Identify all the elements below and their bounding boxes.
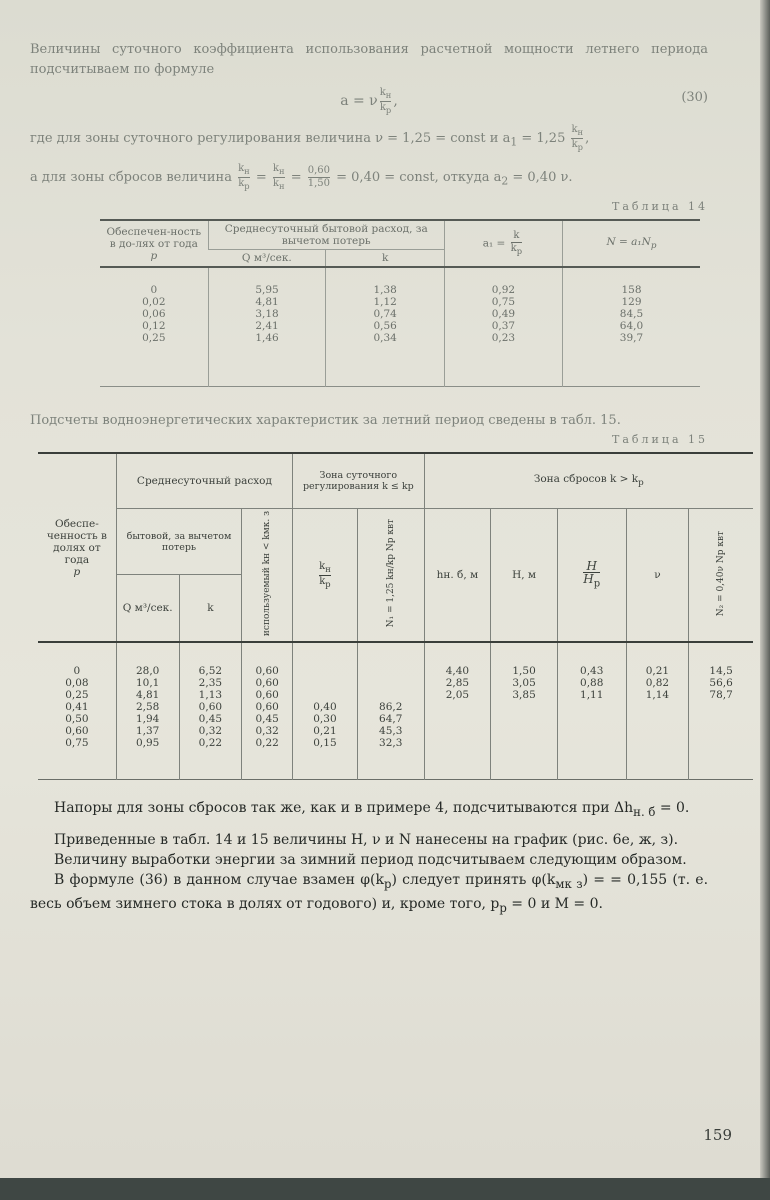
- fraction-denominator: k: [272, 178, 279, 189]
- col-h-values: 1,50 3,05 3,85: [491, 642, 558, 780]
- col-header-n1: [357, 509, 424, 643]
- subscript: н: [244, 166, 250, 176]
- fraction-numerator: k: [513, 230, 520, 241]
- col-header-nu: ν: [626, 509, 689, 643]
- col-nu-values: 0,21 0,82 1,14: [626, 642, 689, 780]
- col-header-kn-kp: [293, 509, 358, 643]
- fraction: [238, 163, 250, 192]
- formula-fraction: [380, 87, 392, 116]
- col-q-values: 28,0 10,1 4,81 2,58 1,94 1,37 0,95: [116, 642, 179, 780]
- col-header-used: [242, 509, 293, 643]
- subscript: мк з: [555, 876, 583, 891]
- fraction: [319, 561, 331, 590]
- col-header-group1: Среднесуточный расход: [116, 453, 292, 509]
- fraction: [583, 560, 600, 590]
- subscript: 1: [510, 135, 518, 149]
- paragraph-intro: Величины суточного коэффициента использования расчетной мощности летнего периода подсчитываем по формуле: [30, 42, 708, 77]
- col-header-q: Q м³/сек.: [116, 575, 179, 643]
- table15-caption: Таблица 15: [612, 433, 708, 446]
- col-header-n: [562, 220, 700, 267]
- col-header-n2: [689, 509, 753, 643]
- col-header-h-hr: [557, 509, 626, 643]
- col-header-k: k: [179, 575, 242, 643]
- col-h-hr-values: 0,43 0,88 1,11: [557, 642, 626, 780]
- fraction-denominator: k: [379, 101, 386, 113]
- fraction-numerator: k: [238, 163, 245, 174]
- paragraph-plotted: Приведенные в табл. 14 и 15 величины H, ν и N нанесены на график (рис. 6е, ж, з).: [54, 831, 679, 848]
- text-segment: а для зоны сбросов величина: [30, 170, 232, 185]
- col-header-a1: [444, 220, 562, 267]
- col-used-values: 0,60 0,60 0,60 0,60 0,45 0,32 0,22: [242, 642, 293, 780]
- col-n1-values: 86,2 64,7 45,3 32,3: [357, 642, 424, 780]
- text-segment: где для зоны суточного регулирования величина ν = 1,25 = const и a: [30, 131, 511, 146]
- subscript: р: [325, 578, 331, 589]
- text-segment: В формуле (36) в данном случае взамен φ(k: [54, 871, 384, 888]
- fraction: [308, 165, 330, 190]
- col-k-values: 6,52 2,35 1,13 0,60 0,45 0,32 0,22: [179, 642, 242, 780]
- subscript: р: [650, 241, 657, 252]
- text-segment: = 0 и M = 0.: [506, 895, 603, 912]
- fraction-numerator: k: [319, 560, 326, 572]
- subscript: р: [638, 478, 644, 489]
- table-14: [100, 219, 700, 387]
- fraction-numerator: 0,60: [307, 165, 330, 176]
- col-p-values: 0 0,02 0,06 0,12 0,25: [142, 284, 166, 344]
- header-text: a₁ =: [482, 237, 506, 250]
- paragraph-formula36: [30, 870, 708, 918]
- fraction-denominator: k: [238, 178, 245, 189]
- fraction-numerator: H: [586, 558, 597, 573]
- col-header-dh: hн. б, м: [424, 509, 491, 643]
- col-n-values: 158 129 84,5 64,0 39,7: [562, 267, 700, 387]
- formula-number: (30): [681, 90, 708, 105]
- header-symbol: p: [73, 565, 81, 578]
- fraction-numerator: k: [379, 86, 386, 98]
- header-text: N₂ = 0,40ν Nр квт: [716, 530, 727, 617]
- col-n2-values: 14,5 56,6 78,7: [689, 642, 753, 780]
- subscript: р: [383, 876, 392, 891]
- subscript: р: [593, 578, 601, 590]
- text-segment: ,: [585, 131, 590, 146]
- text-segment: Напоры для зоны сбросов так же, как и в примере 4, подсчитываются при Δh: [54, 800, 634, 817]
- col-kn-kp-values: 0,40 0,30 0,21 0,15: [293, 642, 358, 780]
- fraction: [571, 124, 583, 153]
- subscript: р: [577, 142, 583, 152]
- text-segment: = 0,40 = const, откуда a: [336, 170, 502, 185]
- header-text: используемый kн < kмк. з: [262, 511, 273, 637]
- header-text: Обеспе-ченность в долях от года: [46, 517, 107, 566]
- subscript: р: [244, 181, 250, 191]
- col-header-p: [38, 453, 116, 642]
- table-row: [100, 267, 700, 387]
- equals-sign: =: [290, 170, 302, 185]
- fraction-numerator: k: [272, 163, 279, 174]
- table-15: [38, 452, 753, 780]
- subscript: н: [278, 166, 285, 176]
- text-segment: = 1,25: [517, 131, 566, 146]
- formula-30: [30, 80, 708, 122]
- col-header-h: H, м: [491, 509, 558, 643]
- header-text: N = a₁N: [606, 235, 651, 248]
- header-text: N₁ = 1,25 kн/kр Nр квт: [385, 519, 396, 628]
- fraction-denominator: k: [571, 139, 578, 150]
- fraction-numerator: k: [571, 124, 578, 135]
- fraction: [273, 163, 285, 192]
- subscript: н: [278, 181, 285, 191]
- closing-text: [30, 798, 708, 917]
- text-segment: = 0,40 ν.: [508, 170, 573, 185]
- fraction: [511, 230, 522, 257]
- col-header-group: Среднесуточный бытовой расход, за вычетом потерь: [208, 220, 444, 250]
- background-surface: [0, 1178, 770, 1200]
- page-number: 159: [703, 1126, 732, 1144]
- subscript: н: [577, 127, 584, 137]
- page-edge-shadow: [760, 0, 770, 1178]
- subscript: р: [499, 900, 507, 915]
- col-header-p: [100, 220, 208, 267]
- fraction-denominator: k: [319, 575, 326, 587]
- col-k-values: 1,38 1,12 0,74 0,56 0,34: [326, 267, 444, 387]
- paragraph-zone-spill: [30, 163, 708, 192]
- table14-caption: Таблица 14: [612, 200, 708, 213]
- text-segment: ) следует принять φ(k: [391, 871, 556, 888]
- col-dh-values: 4,40 2,85 2,05: [424, 642, 491, 780]
- col-header-group1a: бытовой, за вычетом потерь: [116, 509, 241, 575]
- fraction-denominator: H: [583, 571, 594, 586]
- paragraph-table15-intro: Подсчеты водноэнергетических характеристик за летний период сведены в табл. 15.: [30, 413, 621, 428]
- subscript: н: [325, 563, 331, 574]
- paragraph-zone-daily: [30, 124, 708, 153]
- subscript: р: [516, 246, 523, 256]
- fraction-denominator: 1,50: [307, 178, 330, 189]
- fraction-denominator: k: [510, 243, 517, 254]
- col-header-group3: [424, 453, 753, 509]
- paragraph-heads: [30, 798, 708, 822]
- header-symbol: p: [150, 249, 158, 262]
- header-text: Обеспечен-ность в до-лях от года: [106, 225, 202, 250]
- formula-lhs: a = ν: [340, 93, 378, 109]
- text-segment: ) = = 0,155 (т. е. весь объем зимнего стока в долях от годового) и, кроме того, p: [30, 871, 709, 912]
- paragraph-winter: Величину выработки энергии за зимний период подсчитываем следующим образом.: [54, 851, 687, 868]
- col-p-values: 0 0,08 0,25 0,41 0,50 0,60 0,75: [65, 665, 89, 750]
- col-header-k: k: [326, 250, 444, 268]
- text-segment: = 0.: [655, 800, 690, 817]
- subscript: н. б: [633, 804, 656, 819]
- table-row: [38, 642, 753, 780]
- formula-tail: ,: [393, 93, 398, 109]
- col-a1-values: 0,92 0,75 0,49 0,37 0,23: [444, 267, 562, 387]
- col-header-group2: Зона суточного регулирования k ≤ kр: [293, 453, 425, 509]
- equals-sign: =: [255, 170, 267, 185]
- subscript: 2: [501, 174, 509, 188]
- col-q-values: 5,95 4,81 3,18 2,41 1,46: [208, 267, 326, 387]
- denominator-subscript: р: [385, 104, 392, 115]
- numerator-subscript: н: [385, 89, 392, 100]
- col-header-q: Q м³/сек.: [208, 250, 326, 268]
- header-text: Зона сбросов k > k: [533, 473, 639, 486]
